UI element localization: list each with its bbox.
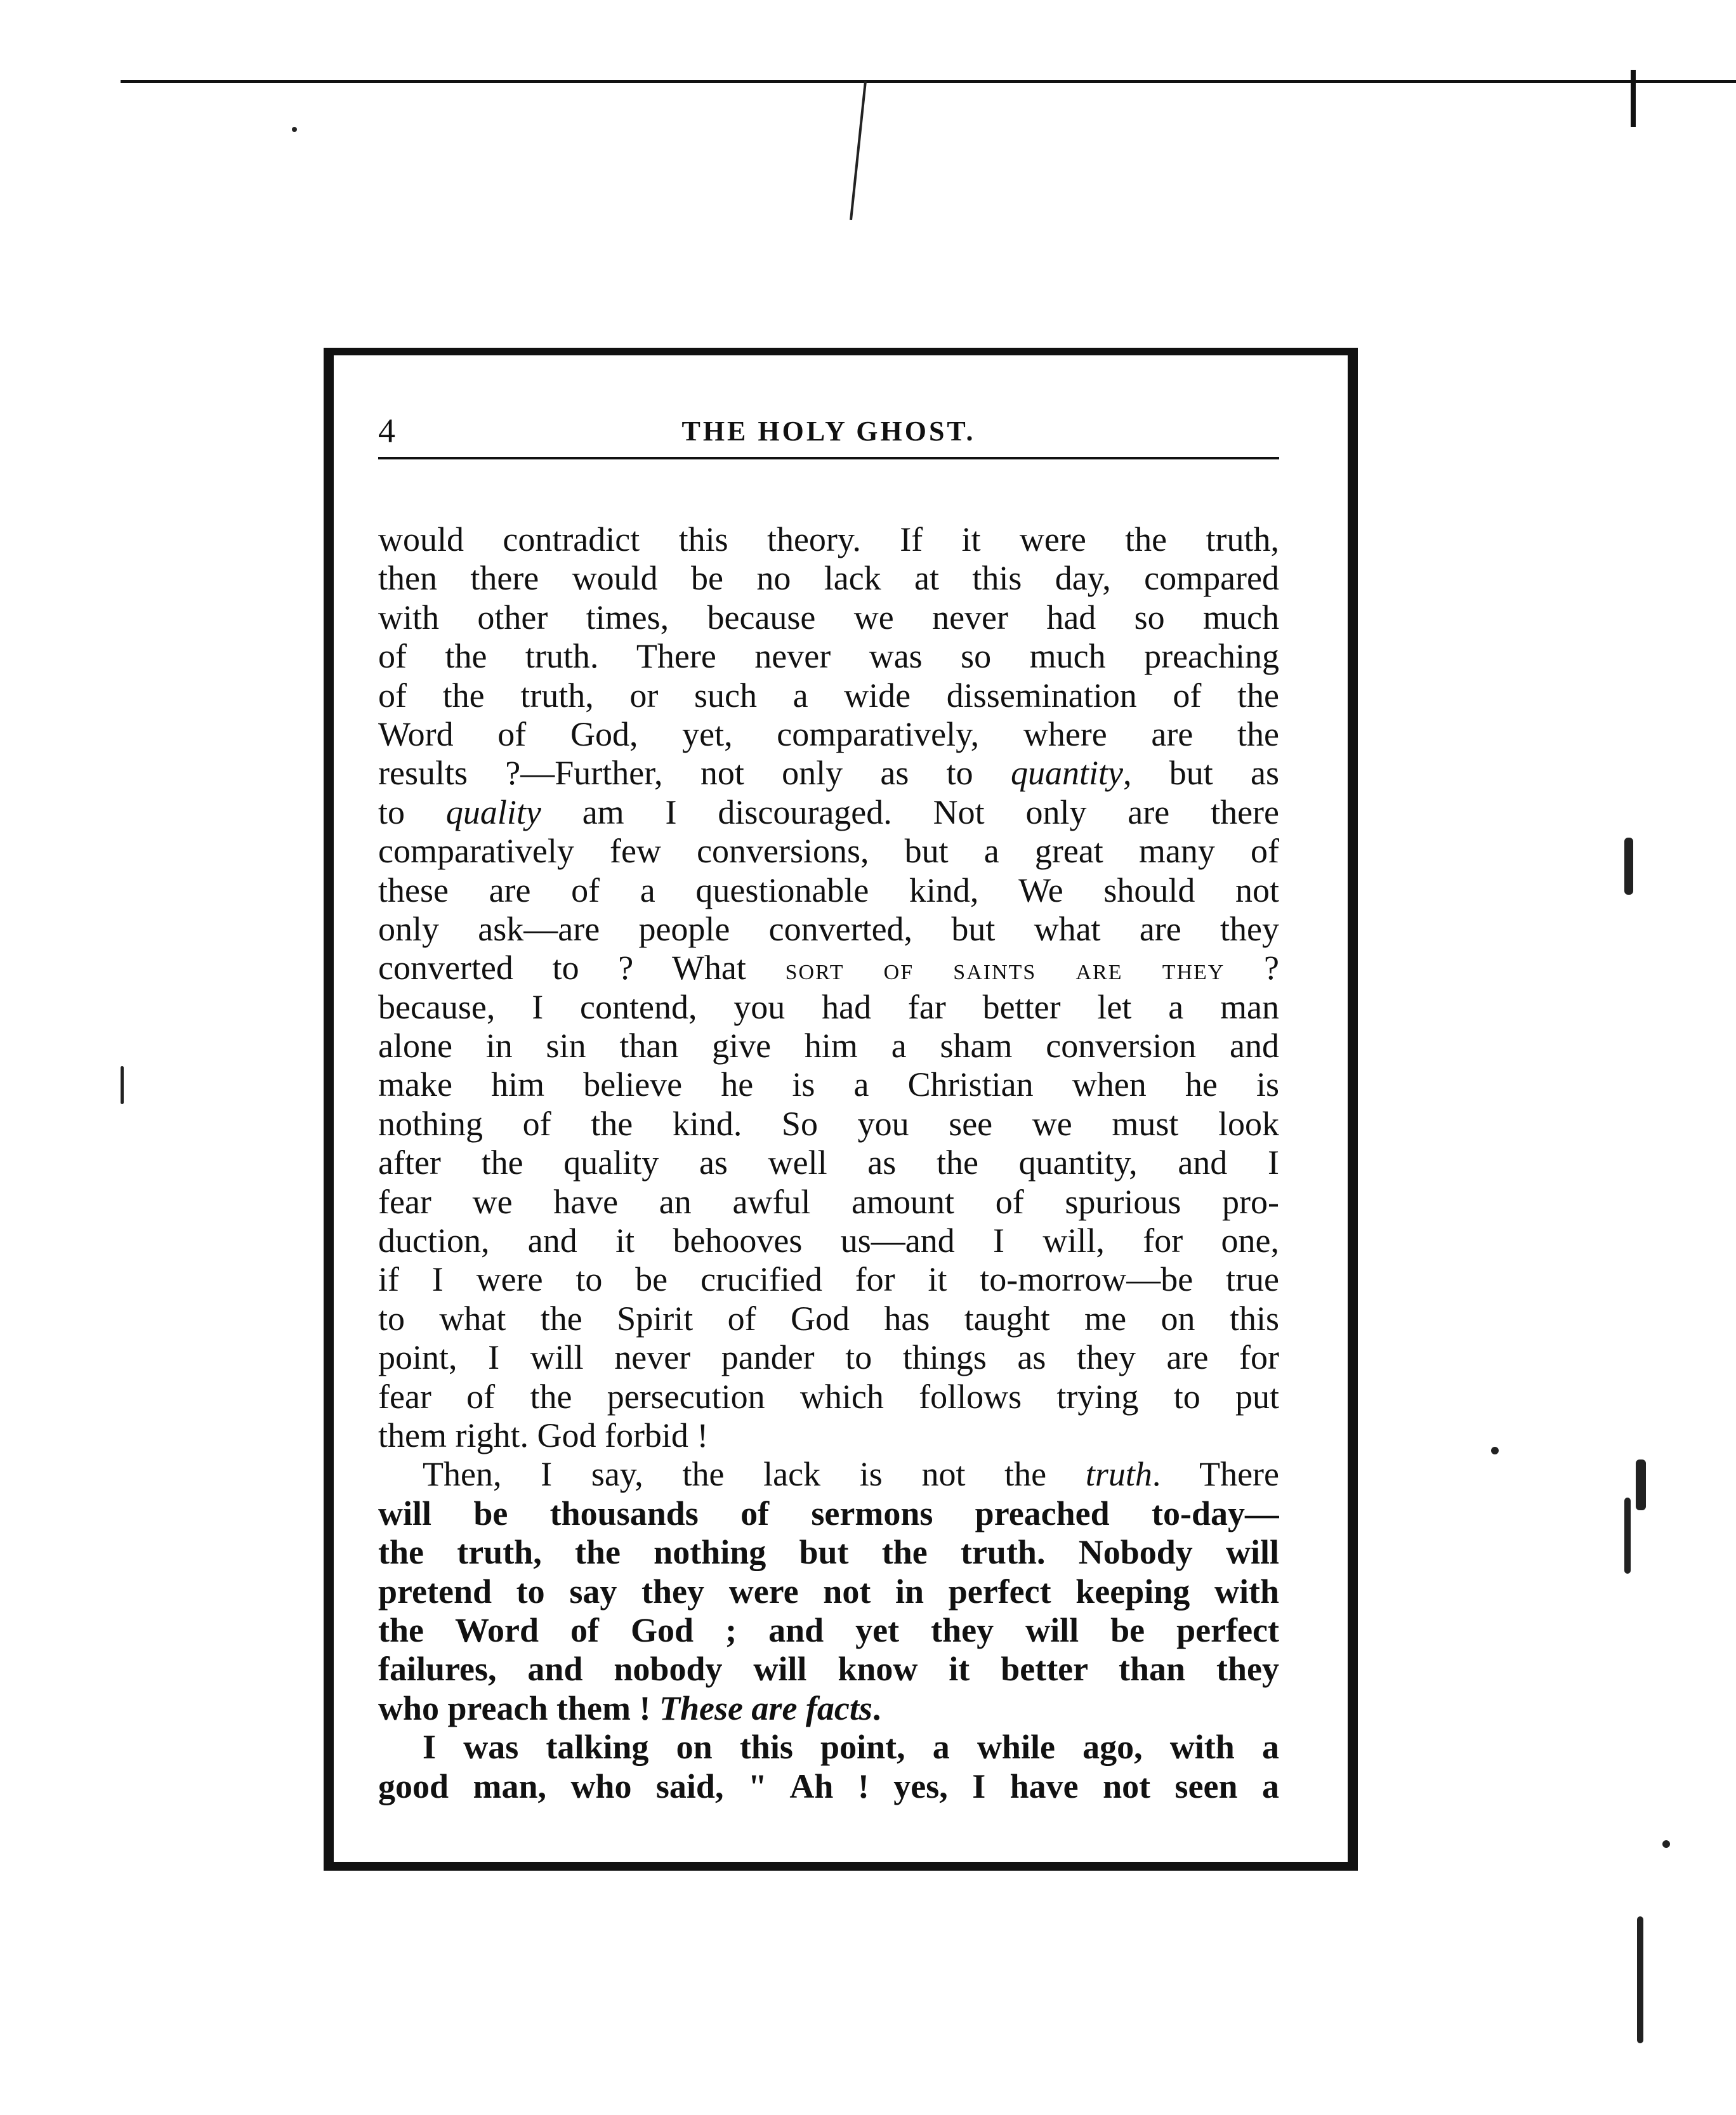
scan-speck	[1624, 838, 1633, 895]
top-edge-rule	[121, 80, 1736, 83]
text-line: fear we have an awful amount of spurious pro-	[378, 1182, 1279, 1221]
text-line: if I were to be crucified for it to-morrow—be true	[378, 1260, 1279, 1299]
text-line: would contradict this theory. If it were the truth,	[378, 520, 1279, 558]
body-text	[378, 520, 1279, 1806]
emphasis: These are facts	[659, 1689, 872, 1727]
emphasis: quality	[445, 793, 541, 831]
text-line: Then, I say, the lack is not the truth. There	[423, 1455, 1279, 1494]
text-line: comparatively few conversions, but a great many of	[378, 832, 1279, 871]
page-number: 4	[378, 412, 395, 450]
text-line: nothing of the kind. So you see we must look	[378, 1104, 1279, 1143]
scan-speck	[1491, 1447, 1499, 1454]
text-line: make him believe he is a Christian when he is	[378, 1065, 1279, 1104]
running-head	[378, 406, 1279, 459]
book-page	[378, 406, 1279, 1840]
text-line: then there would be no lack at this day, compared	[378, 559, 1279, 598]
text-line: failures, and nobody will know it better than they	[378, 1650, 1279, 1689]
top-edge-tick	[1631, 70, 1636, 127]
text-line: I was talking on this point, a while ago, with a	[423, 1728, 1279, 1767]
scan-speck	[121, 1066, 124, 1104]
text-line: them right. God forbid !	[378, 1416, 709, 1454]
emphasis: truth	[1085, 1455, 1152, 1494]
text-line: results ?—Further, not only as to quantity, but as	[378, 754, 1279, 793]
text-line: will be thousands of sermons preached to-day—	[378, 1494, 1279, 1532]
scan-speck	[1624, 1498, 1631, 1574]
text-line: duction, and it behooves us—and I will, for one,	[378, 1222, 1279, 1260]
small-caps-phrase: sort of saints are they	[785, 952, 1225, 987]
text-line: to quality am I discouraged. Not only are there	[378, 793, 1279, 831]
text-line: the Word of God ; and yet they will be perfect	[378, 1611, 1279, 1649]
text-line: point, I will never pander to things as they are for	[378, 1338, 1279, 1377]
text-line: with other times, because we never had so much	[378, 598, 1279, 636]
text-line: who preach them ! These are facts.	[378, 1689, 881, 1727]
text-line: to what the Spirit of God has taught me on this	[378, 1299, 1279, 1338]
scan-speck	[1636, 1459, 1646, 1510]
text-line: only ask—are people converted, but what are they	[378, 909, 1279, 948]
text-line: of the truth, or such a wide dissemination of the	[378, 676, 1279, 715]
scan-speck	[1662, 1840, 1670, 1848]
running-title: THE HOLY GHOST.	[681, 416, 976, 447]
text-line: pretend to say they were not in perfect keeping with	[378, 1572, 1279, 1611]
text-line: of the truth. There never was so much preaching	[378, 637, 1279, 676]
text-line: converted to ? What sort of saints are they ?	[378, 949, 1279, 987]
text-line: the truth, the nothing but the truth. Nobody will	[378, 1533, 1279, 1572]
text-line: alone in sin than give him a sham conversion and	[378, 1027, 1279, 1065]
emphasis: quantity	[1010, 754, 1123, 793]
text-line: fear of the persecution which follows trying to put	[378, 1377, 1279, 1416]
text-line: after the quality as well as the quantity, and I	[378, 1143, 1279, 1182]
text-line: Word of God, yet, comparatively, where are the	[378, 715, 1279, 753]
scan-speck	[292, 127, 297, 132]
text-line: because, I contend, you had far better let a man	[378, 987, 1279, 1026]
scan-speck	[1637, 1916, 1643, 2043]
text-line: these are of a questionable kind, We should not	[378, 871, 1279, 909]
fold-mark	[850, 81, 867, 220]
text-line: good man, who said, " Ah ! yes, I have not seen a	[378, 1767, 1279, 1805]
